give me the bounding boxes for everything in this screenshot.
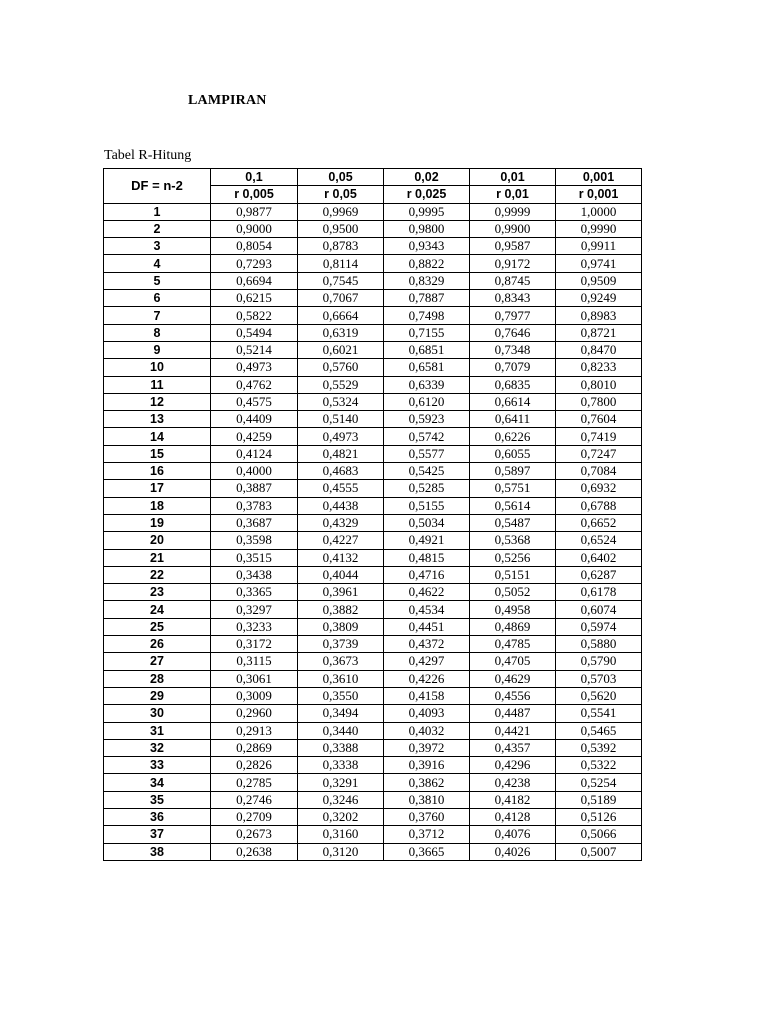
- r-value-cell: 0,5541: [556, 705, 642, 722]
- table-row: [104, 843, 642, 860]
- df-cell: 24: [104, 601, 211, 618]
- table-row: [104, 549, 642, 566]
- table-row: [104, 739, 642, 756]
- r-value-cell: 0,5760: [298, 359, 384, 376]
- table-row: [104, 566, 642, 583]
- r-value-cell: 0,3882: [298, 601, 384, 618]
- r-value-cell: 0,9000: [211, 220, 298, 237]
- table-row: [104, 359, 642, 376]
- df-cell: 37: [104, 826, 211, 843]
- table-row: [104, 532, 642, 549]
- r-value-cell: 0,5214: [211, 341, 298, 358]
- df-cell: 21: [104, 549, 211, 566]
- r-value-cell: 0,4226: [384, 670, 470, 687]
- r-value-cell: 0,4076: [470, 826, 556, 843]
- r-value-cell: 0,4329: [298, 514, 384, 531]
- r-value-cell: 0,9172: [470, 255, 556, 272]
- r-value-cell: 0,7348: [470, 341, 556, 358]
- df-cell: 14: [104, 428, 211, 445]
- table-row: [104, 497, 642, 514]
- df-cell: 35: [104, 791, 211, 808]
- r-value-cell: 0,7155: [384, 324, 470, 341]
- table-row: [104, 636, 642, 653]
- r-value-cell: 0,4026: [470, 843, 556, 860]
- r-value-cell: 0,3515: [211, 549, 298, 566]
- r-value-cell: 0,4259: [211, 428, 298, 445]
- table-row: [104, 826, 642, 843]
- table-row: [104, 618, 642, 635]
- r-value-cell: 0,4438: [298, 497, 384, 514]
- r-value-cell: 0,4716: [384, 566, 470, 583]
- r-value-cell: 0,5620: [556, 687, 642, 704]
- r-value-cell: 0,8010: [556, 376, 642, 393]
- r-value-cell: 0,5151: [470, 566, 556, 583]
- r-value-cell: 0,5529: [298, 376, 384, 393]
- r-value-cell: 0,3160: [298, 826, 384, 843]
- r-value-cell: 0,3115: [211, 653, 298, 670]
- r-value-cell: 0,9995: [384, 203, 470, 220]
- r-value-cell: 0,8470: [556, 341, 642, 358]
- r-value-cell: 0,3862: [384, 774, 470, 791]
- r-value-cell: 0,4556: [470, 687, 556, 704]
- table-row: [104, 376, 642, 393]
- r-value-cell: 0,5256: [470, 549, 556, 566]
- r-value-cell: 0,6120: [384, 393, 470, 410]
- r-value-cell: 0,3172: [211, 636, 298, 653]
- df-cell: 38: [104, 843, 211, 860]
- df-cell: 3: [104, 238, 211, 255]
- r-value-cell: 0,5822: [211, 307, 298, 324]
- r-header: r 0,01: [470, 186, 556, 203]
- r-value-cell: 0,4238: [470, 774, 556, 791]
- table-row: [104, 341, 642, 358]
- r-value-cell: 0,5974: [556, 618, 642, 635]
- r-value-cell: 0,9999: [470, 203, 556, 220]
- r-value-cell: 0,4683: [298, 463, 384, 480]
- r-value-cell: 0,4487: [470, 705, 556, 722]
- df-cell: 7: [104, 307, 211, 324]
- r-value-cell: 0,4044: [298, 566, 384, 583]
- table-row: [104, 290, 642, 307]
- r-value-cell: 0,7079: [470, 359, 556, 376]
- r-value-cell: 0,6215: [211, 290, 298, 307]
- r-value-cell: 0,5494: [211, 324, 298, 341]
- r-value-cell: 0,7604: [556, 411, 642, 428]
- r-value-cell: 0,6694: [211, 272, 298, 289]
- r-value-cell: 0,5052: [470, 584, 556, 601]
- r-value-cell: 0,9741: [556, 255, 642, 272]
- r-value-cell: 0,6021: [298, 341, 384, 358]
- r-value-cell: 0,4785: [470, 636, 556, 653]
- r-value-cell: 0,6788: [556, 497, 642, 514]
- table-row: [104, 238, 642, 255]
- r-value-cell: 0,8983: [556, 307, 642, 324]
- alpha-header-row: [104, 169, 642, 186]
- r-value-cell: 0,6411: [470, 411, 556, 428]
- table-row: [104, 774, 642, 791]
- table-row: [104, 705, 642, 722]
- r-value-cell: 0,6652: [556, 514, 642, 531]
- r-value-cell: 0,3887: [211, 480, 298, 497]
- df-cell: 25: [104, 618, 211, 635]
- r-value-cell: 0,4534: [384, 601, 470, 618]
- r-value-cell: 0,4705: [470, 653, 556, 670]
- r-value-cell: 0,4032: [384, 722, 470, 739]
- table-row: [104, 480, 642, 497]
- df-cell: 28: [104, 670, 211, 687]
- r-value-cell: 0,4622: [384, 584, 470, 601]
- r-value-cell: 0,4958: [470, 601, 556, 618]
- r-value-cell: 0,4921: [384, 532, 470, 549]
- r-value-cell: 0,4409: [211, 411, 298, 428]
- r-value-cell: 0,6178: [556, 584, 642, 601]
- r-value-cell: 0,4297: [384, 653, 470, 670]
- alpha-header: 0,001: [556, 169, 642, 186]
- df-cell: 11: [104, 376, 211, 393]
- r-value-cell: 0,7498: [384, 307, 470, 324]
- r-value-cell: 0,4973: [211, 359, 298, 376]
- r-value-cell: 0,5751: [470, 480, 556, 497]
- r-value-cell: 0,6402: [556, 549, 642, 566]
- df-cell: 8: [104, 324, 211, 341]
- df-cell: 27: [104, 653, 211, 670]
- r-value-cell: 0,7067: [298, 290, 384, 307]
- df-cell: 31: [104, 722, 211, 739]
- r-value-cell: 0,5487: [470, 514, 556, 531]
- r-value-cell: 0,7084: [556, 463, 642, 480]
- table-row: [104, 722, 642, 739]
- r-value-cell: 0,3712: [384, 826, 470, 843]
- r-value-cell: 0,3916: [384, 757, 470, 774]
- table-row: [104, 601, 642, 618]
- r-value-cell: 0,6287: [556, 566, 642, 583]
- r-value-cell: 0,2673: [211, 826, 298, 843]
- r-value-cell: 0,3810: [384, 791, 470, 808]
- r-value-cell: 0,3665: [384, 843, 470, 860]
- r-header: r 0,025: [384, 186, 470, 203]
- r-value-cell: 0,3338: [298, 757, 384, 774]
- r-value-cell: 0,7977: [470, 307, 556, 324]
- r-value-cell: 0,3233: [211, 618, 298, 635]
- df-cell: 30: [104, 705, 211, 722]
- r-value-cell: 0,2913: [211, 722, 298, 739]
- r-value-cell: 0,6074: [556, 601, 642, 618]
- df-cell: 9: [104, 341, 211, 358]
- r-value-cell: 0,5324: [298, 393, 384, 410]
- r-value-cell: 0,5703: [556, 670, 642, 687]
- r-value-cell: 0,3687: [211, 514, 298, 531]
- r-value-cell: 0,3494: [298, 705, 384, 722]
- r-value-cell: 0,4182: [470, 791, 556, 808]
- r-table-body: [104, 203, 642, 860]
- r-value-cell: 0,4575: [211, 393, 298, 410]
- r-value-cell: 0,4451: [384, 618, 470, 635]
- table-row: [104, 584, 642, 601]
- r-table-header: [104, 169, 642, 204]
- r-value-cell: 0,9877: [211, 203, 298, 220]
- r-value-cell: 0,5614: [470, 497, 556, 514]
- r-value-cell: 0,8054: [211, 238, 298, 255]
- r-value-cell: 0,6055: [470, 445, 556, 462]
- r-value-cell: 0,9911: [556, 238, 642, 255]
- r-value-cell: 0,6581: [384, 359, 470, 376]
- r-value-cell: 0,5254: [556, 774, 642, 791]
- r-value-cell: 0,5066: [556, 826, 642, 843]
- r-value-cell: 0,5126: [556, 808, 642, 825]
- r-value-cell: 0,7545: [298, 272, 384, 289]
- r-value-cell: 0,3783: [211, 497, 298, 514]
- alpha-header: 0,01: [470, 169, 556, 186]
- r-value-cell: 0,4128: [470, 808, 556, 825]
- r-value-cell: 0,7293: [211, 255, 298, 272]
- r-value-cell: 0,6851: [384, 341, 470, 358]
- table-row: [104, 220, 642, 237]
- r-value-cell: 0,4869: [470, 618, 556, 635]
- table-row: [104, 411, 642, 428]
- r-value-cell: 0,4357: [470, 739, 556, 756]
- r-value-cell: 0,6664: [298, 307, 384, 324]
- r-value-cell: 0,2785: [211, 774, 298, 791]
- df-cell: 34: [104, 774, 211, 791]
- r-value-cell: 0,3291: [298, 774, 384, 791]
- r-value-cell: 0,8783: [298, 238, 384, 255]
- r-value-cell: 0,4093: [384, 705, 470, 722]
- r-value-cell: 0,5007: [556, 843, 642, 860]
- df-cell: 32: [104, 739, 211, 756]
- r-value-cell: 0,3809: [298, 618, 384, 635]
- r-header: r 0,001: [556, 186, 642, 203]
- r-value-cell: 0,2746: [211, 791, 298, 808]
- df-cell: 19: [104, 514, 211, 531]
- df-cell: 13: [104, 411, 211, 428]
- r-value-cell: 0,4372: [384, 636, 470, 653]
- r-value-cell: 0,9990: [556, 220, 642, 237]
- r-value-cell: 0,5322: [556, 757, 642, 774]
- df-cell: 16: [104, 463, 211, 480]
- table-row: [104, 687, 642, 704]
- df-cell: 36: [104, 808, 211, 825]
- df-header: DF = n-2: [104, 169, 211, 204]
- r-value-cell: 0,8329: [384, 272, 470, 289]
- r-value-cell: 0,9509: [556, 272, 642, 289]
- df-cell: 1: [104, 203, 211, 220]
- df-cell: 6: [104, 290, 211, 307]
- r-value-cell: 0,4629: [470, 670, 556, 687]
- table-row: [104, 757, 642, 774]
- r-value-cell: 0,3550: [298, 687, 384, 704]
- df-cell: 18: [104, 497, 211, 514]
- r-value-cell: 0,9900: [470, 220, 556, 237]
- r-value-cell: 0,5742: [384, 428, 470, 445]
- r-value-cell: 0,4132: [298, 549, 384, 566]
- r-value-cell: 0,4158: [384, 687, 470, 704]
- r-value-cell: 0,3246: [298, 791, 384, 808]
- table-row: [104, 272, 642, 289]
- r-value-cell: 0,8721: [556, 324, 642, 341]
- r-header: r 0,005: [211, 186, 298, 203]
- r-header: r 0,05: [298, 186, 384, 203]
- r-value-cell: 0,5425: [384, 463, 470, 480]
- r-value-cell: 0,3961: [298, 584, 384, 601]
- df-cell: 2: [104, 220, 211, 237]
- r-value-cell: 0,7646: [470, 324, 556, 341]
- r-value-cell: 0,8233: [556, 359, 642, 376]
- r-value-cell: 0,3760: [384, 808, 470, 825]
- r-value-cell: 0,6932: [556, 480, 642, 497]
- r-value-cell: 0,6835: [470, 376, 556, 393]
- r-value-cell: 0,9587: [470, 238, 556, 255]
- r-value-cell: 0,3202: [298, 808, 384, 825]
- r-value-cell: 0,2869: [211, 739, 298, 756]
- table-row: [104, 463, 642, 480]
- r-value-cell: 0,3673: [298, 653, 384, 670]
- alpha-header: 0,02: [384, 169, 470, 186]
- r-value-cell: 0,4124: [211, 445, 298, 462]
- df-cell: 4: [104, 255, 211, 272]
- table-caption: Tabel R-Hitung: [104, 148, 192, 163]
- r-value-cell: 0,5880: [556, 636, 642, 653]
- r-value-cell: 0,7800: [556, 393, 642, 410]
- df-cell: 20: [104, 532, 211, 549]
- alpha-header: 0,05: [298, 169, 384, 186]
- r-value-cell: 0,5465: [556, 722, 642, 739]
- df-cell: 22: [104, 566, 211, 583]
- r-value-cell: 0,4227: [298, 532, 384, 549]
- r-value-cell: 0,5034: [384, 514, 470, 531]
- r-value-cell: 0,5155: [384, 497, 470, 514]
- r-value-cell: 0,7419: [556, 428, 642, 445]
- r-value-cell: 0,2709: [211, 808, 298, 825]
- r-value-cell: 0,6614: [470, 393, 556, 410]
- r-value-cell: 0,3440: [298, 722, 384, 739]
- df-cell: 33: [104, 757, 211, 774]
- df-cell: 23: [104, 584, 211, 601]
- r-value-cell: 1,0000: [556, 203, 642, 220]
- table-row: [104, 791, 642, 808]
- r-value-cell: 0,3297: [211, 601, 298, 618]
- r-value-cell: 0,9969: [298, 203, 384, 220]
- r-value-cell: 0,2638: [211, 843, 298, 860]
- r-value-cell: 0,4421: [470, 722, 556, 739]
- table-row: [104, 445, 642, 462]
- r-value-cell: 0,3438: [211, 566, 298, 583]
- r-value-cell: 0,5790: [556, 653, 642, 670]
- r-value-cell: 0,5285: [384, 480, 470, 497]
- r-value-cell: 0,3598: [211, 532, 298, 549]
- r-value-cell: 0,4973: [298, 428, 384, 445]
- r-value-cell: 0,5392: [556, 739, 642, 756]
- r-value-cell: 0,3388: [298, 739, 384, 756]
- r-value-cell: 0,3739: [298, 636, 384, 653]
- alpha-header: 0,1: [211, 169, 298, 186]
- table-row: [104, 808, 642, 825]
- df-cell: 15: [104, 445, 211, 462]
- table-row: [104, 307, 642, 324]
- r-value-cell: 0,7247: [556, 445, 642, 462]
- table-row: [104, 514, 642, 531]
- r-value-cell: 0,8745: [470, 272, 556, 289]
- table-row: [104, 324, 642, 341]
- r-value-cell: 0,8822: [384, 255, 470, 272]
- table-row: [104, 670, 642, 687]
- df-cell: 26: [104, 636, 211, 653]
- page-heading: LAMPIRAN: [188, 93, 267, 108]
- r-value-cell: 0,3120: [298, 843, 384, 860]
- r-value-cell: 0,4000: [211, 463, 298, 480]
- table-row: [104, 653, 642, 670]
- r-value-cell: 0,4821: [298, 445, 384, 462]
- df-cell: 10: [104, 359, 211, 376]
- r-value-cell: 0,3061: [211, 670, 298, 687]
- r-value-cell: 0,9800: [384, 220, 470, 237]
- r-value-cell: 0,5189: [556, 791, 642, 808]
- r-value-cell: 0,3972: [384, 739, 470, 756]
- r-value-cell: 0,5897: [470, 463, 556, 480]
- table-row: [104, 393, 642, 410]
- r-value-cell: 0,5923: [384, 411, 470, 428]
- df-cell: 5: [104, 272, 211, 289]
- r-value-cell: 0,6339: [384, 376, 470, 393]
- df-cell: 12: [104, 393, 211, 410]
- df-cell: 17: [104, 480, 211, 497]
- r-table: [103, 168, 642, 861]
- df-cell: 29: [104, 687, 211, 704]
- r-value-cell: 0,7887: [384, 290, 470, 307]
- r-value-cell: 0,9343: [384, 238, 470, 255]
- r-value-cell: 0,3610: [298, 670, 384, 687]
- r-value-cell: 0,4762: [211, 376, 298, 393]
- table-row: [104, 255, 642, 272]
- r-value-cell: 0,6524: [556, 532, 642, 549]
- r-value-cell: 0,4296: [470, 757, 556, 774]
- r-value-cell: 0,3009: [211, 687, 298, 704]
- r-value-cell: 0,8343: [470, 290, 556, 307]
- table-row: [104, 428, 642, 445]
- r-value-cell: 0,5368: [470, 532, 556, 549]
- r-value-cell: 0,6319: [298, 324, 384, 341]
- r-value-cell: 0,2826: [211, 757, 298, 774]
- table-row: [104, 203, 642, 220]
- r-value-cell: 0,4815: [384, 549, 470, 566]
- r-value-cell: 0,3365: [211, 584, 298, 601]
- r-value-cell: 0,6226: [470, 428, 556, 445]
- r-value-cell: 0,8114: [298, 255, 384, 272]
- r-value-cell: 0,9500: [298, 220, 384, 237]
- r-value-cell: 0,2960: [211, 705, 298, 722]
- r-value-cell: 0,9249: [556, 290, 642, 307]
- r-value-cell: 0,5140: [298, 411, 384, 428]
- r-value-cell: 0,5577: [384, 445, 470, 462]
- r-value-cell: 0,4555: [298, 480, 384, 497]
